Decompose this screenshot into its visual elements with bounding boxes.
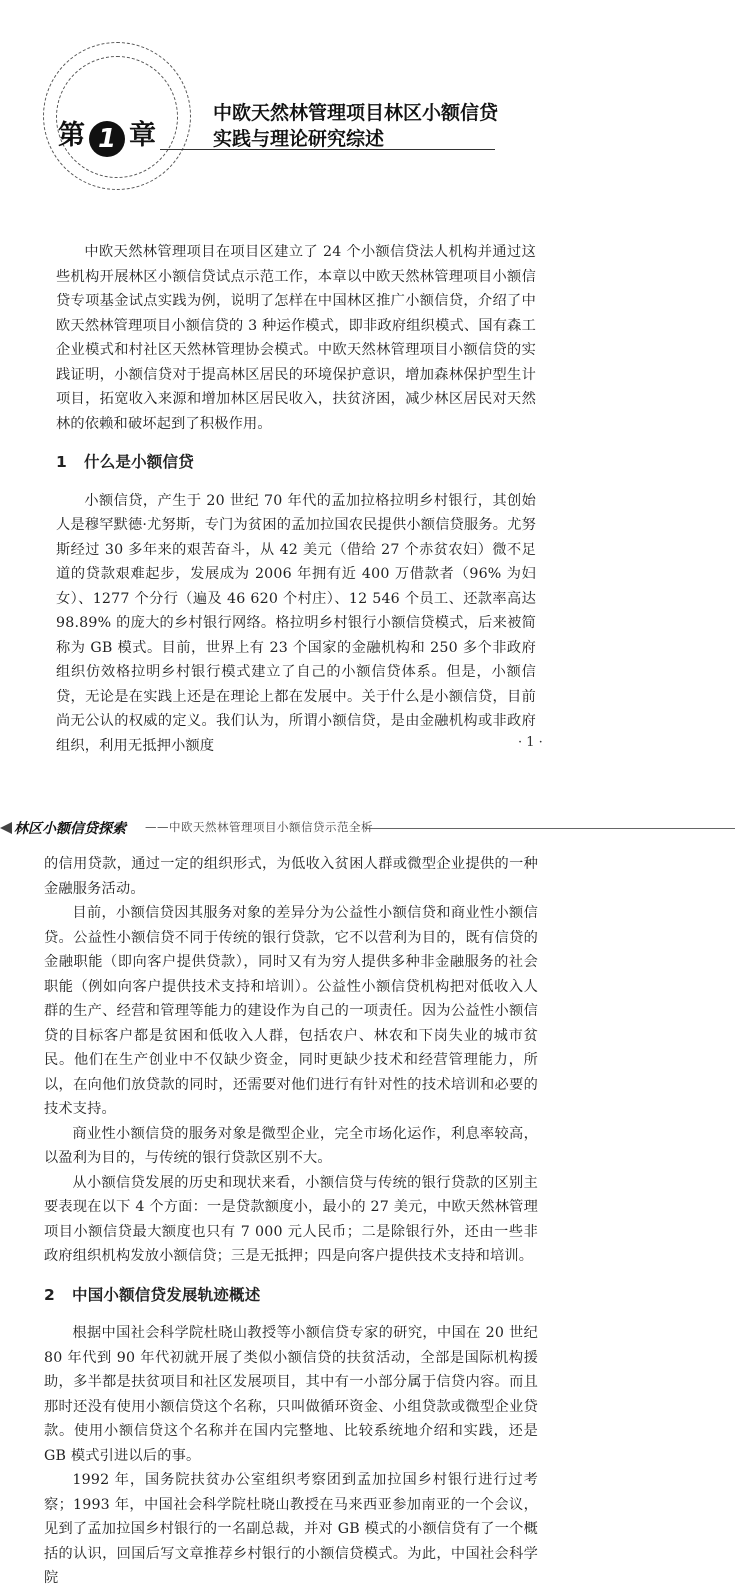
running-head-rule	[365, 828, 735, 829]
paragraph: 1992 年，国务院扶贫办公室组织考察团到孟加拉国乡村银行进行过考察；1993 年，中国社会科学院杜晓山教授在马来西亚参加南亚的一个会议，见到了孟加拉国乡村银行的一名副总裁，并对 GB 模式的小额信贷有了一个概括的认识，回国后写文章推荐乡村银行的小额信贷模式。为此，中国社会科学院	[44, 1472, 538, 1586]
running-head-subtitle: ——中欧天然林管理项目小额信贷示范全析	[145, 820, 373, 834]
page-number: · 1 ·	[518, 735, 543, 750]
page-1-body	[56, 240, 536, 758]
chapter-title-line-1: 中欧天然林管理项目林区小额信贷	[213, 102, 499, 124]
section-2-title: 中国小额信贷发展轨迹概述	[72, 1285, 261, 1304]
running-head	[0, 818, 750, 838]
intro-paragraph: 中欧天然林管理项目在项目区建立了 24 个小额信贷法人机构并通过这些机构开展林区小额信贷试点示范工作，本章以中欧天然林管理项目小额信贷专项基金试点实践为例，说明了怎样在中国林区推广小额信贷，介绍了中欧天然林管理项目小额信贷的 3 种运作模式，即非政府组织模式、国有森工企业模式和村社区天然林管理协会模式。中欧天然林管理项目小额信贷的实践证明，小额信贷对于提高林区居民的环境保护意识，增加森林保护型生计项目，拓宽收入来源和增加林区居民收入，扶贫济困，减少林区居民对天然林的依赖和破坏起到了积极作用。	[56, 244, 536, 432]
section-1-paragraph: 小额信贷，产生于 20 世纪 70 年代的孟加拉格拉明乡村银行，其创始人是穆罕默德·尤努斯，专门为贫困的孟加拉国农民提供小额信贷服务。尤努斯经过 30 多年来的艰苦奋斗，从 42 美元（借给 27 个赤贫农妇）微不足道的贷款艰难起步，发展成为 2006 年拥有近 400 万借款者（96% 为妇女）、1277 个分行（遍及 46 620 个村庄）、12 546 个员工、还款率高达 98.89% 的庞大的乡村银行网络。格拉明乡村银行小额信贷模式，后来被简称为 GB 模式。目前，世界上有 23 个国家的金融机构和 250 多个非政府组织仿效格拉明乡村银行模式建立了自己的小额信贷体系。但是，小额信贷，无论是在实践上还是在理论上都在发展中。关于什么是小额信贷，目前尚无公认的权威的定义。我们认为，所谓小额信贷，是由金融机构或非政府组织，利用无抵押小额度	[56, 492, 536, 754]
paragraph: 目前，小额信贷因其服务对象的差异分为公益性小额信贷和商业性小额信贷。公益性小额信贷不同于传统的银行贷款，它不以营利为目的，既有信贷的金融职能（即向客户提供贷款），同时又有为穷人提供多种非金融服务的社会职能（例如向客户提供技术支持和培训）。公益性小额信贷机构把对低收入人群的生产、经营和管理等能力的建设作为自己的一项责任。因为公益性小额信贷的目标客户都是贫困和低收入人群，包括农户、林农和下岗失业的城市贫民。他们在生产创业中不仅缺少资金，同时更缺少技术和经营管理能力，所以，在向他们放贷款的同时，还需要对他们进行有针对性的技术培训和必要的技术支持。	[44, 905, 538, 1117]
page-2-body	[44, 852, 538, 1591]
paragraph: 根据中国社会科学院杜晓山教授等小额信贷专家的研究，中国在 20 世纪 80 年代到 90 年代初就开展了类似小额信贷的扶贫活动，全部是国际机构援助，多半都是扶贫项目和社区发展项目，其中有一小部分属于信贷内容。而且那时还没有使用小额信贷这个名称，只叫做循环资金、小组贷款或微型企业贷款。使用小额信贷这个名称并在国内完整地、比较系统地介绍和实践，还是 GB 模式引进以后的事。	[44, 1325, 538, 1464]
section-1-number: 1	[56, 453, 67, 471]
continuation-paragraph: 的信用贷款，通过一定的组织形式，为低收入贫困人群或微型企业提供的一种金融服务活动。	[44, 856, 538, 897]
running-head-arrow-icon	[0, 822, 12, 834]
chapter-label	[58, 113, 156, 157]
chapter-title-line-2: 实践与理论研究综述	[213, 128, 385, 150]
chapter-suffix: 章	[129, 120, 156, 151]
running-head-title: 林区小额信贷探索	[14, 821, 126, 837]
section-2-heading	[44, 1283, 538, 1308]
paragraph: 商业性小额信贷的服务对象是微型企业，完全市场化运作，利息率较高，以盈利为目的，与传统的银行贷款区别不大。	[44, 1125, 538, 1166]
section-2-number: 2	[44, 1285, 55, 1304]
paragraph: 从小额信贷发展的历史和现状来看，小额信贷与传统的银行贷款的区别主要表现在以下 4 个方面：一是贷款额度小，最小的 27 美元，中欧天然林管理项目小额信贷最大额度也只有 7 000 元人民币；二是除银行外，还由一些非政府组织机构发放小额信贷；三是无抵押；四是向客户提供技术支持和培训。	[44, 1174, 538, 1264]
page-1	[0, 0, 750, 770]
chapter-title	[213, 100, 498, 152]
section-1-title: 什么是小额信贷	[84, 453, 194, 471]
chapter-prefix: 第	[58, 120, 85, 151]
chapter-number: 1	[89, 121, 125, 157]
section-1-heading	[56, 450, 536, 475]
page-2	[0, 790, 750, 1586]
